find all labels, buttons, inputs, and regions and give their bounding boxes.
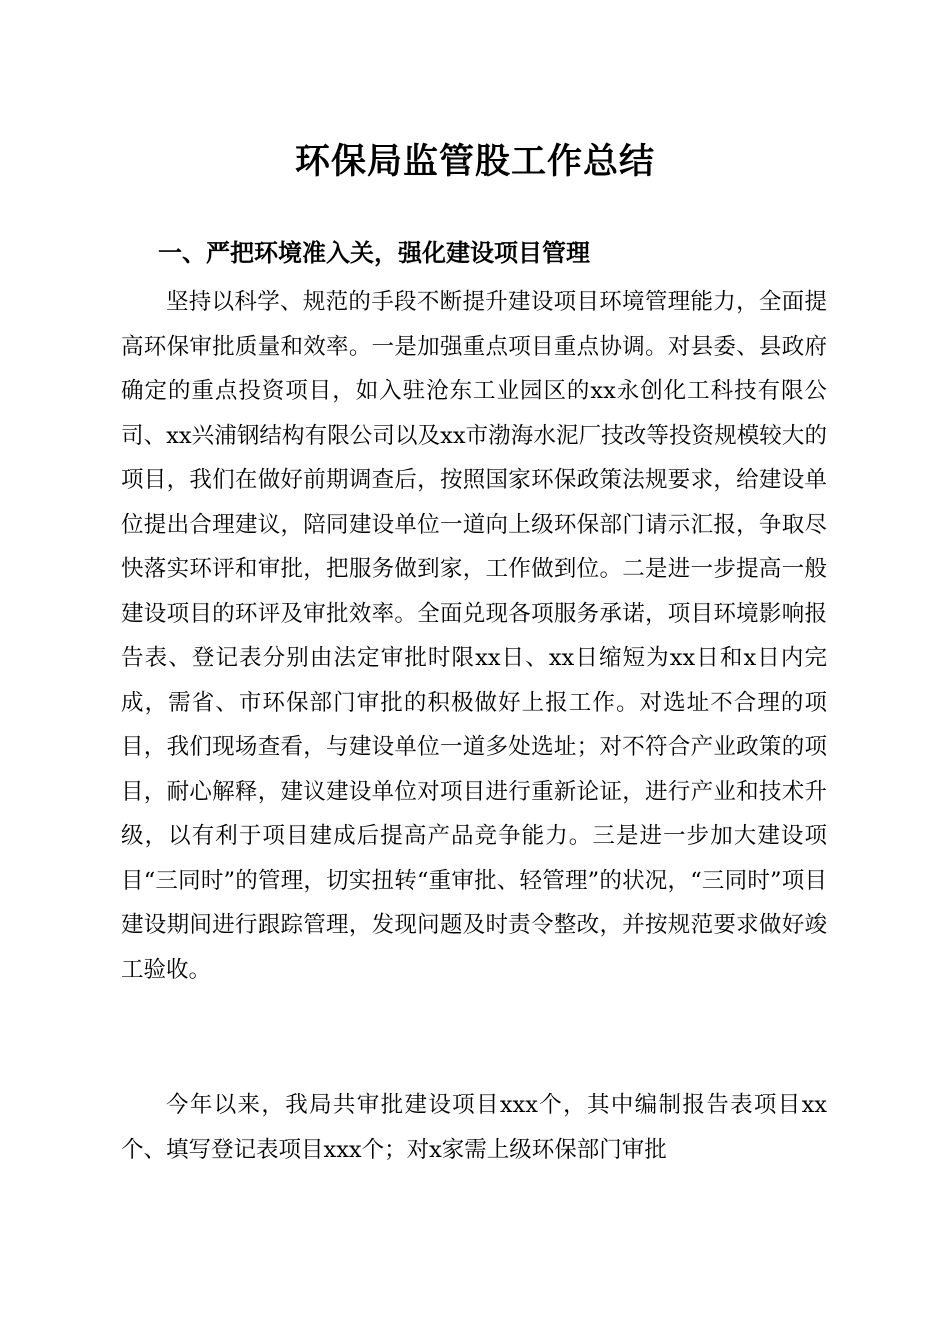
section-heading: 一、严把环境准入关，强化建设项目管理 xyxy=(158,239,590,267)
body-paragraph: 今年以来，我局共审批建设项目xxx个，其中编制报告表项目xx个、填写登记表项目xxx个；对x家需上级环保部门审批 xyxy=(121,1092,827,1163)
body-paragraph: 坚持以科学、规范的手段不断提升建设项目环境管理能力，全面提高环保审批质量和效率。一是加强重点项目重点协调。对县委、县政府确定的重点投资项目，如入驻沧东工业园区的xx永创化工科技有限公司、xx兴浦钢结构有限公司以及xx市渤海水泥厂技改等投资规模较大的项目，我们在做好前期调查后，按照国家环保政策法规要求，给建设单位提出合理建议，陪同建设单位一道向上级环保部门请示汇报，争取尽快落实环评和审批，把服务做到家，工作做到位。二是进一步提高一般建设项目的环评及审批效率。全面兑现各项服务承诺，项目环境影响报告表、登记表分别由法定审批时限xx日、xx日缩短为xx日和x日内完成，需省、市环保部门审批的积极做好上报工作。对选址不合理的项目，我们现场查看，与建设单位一道多处选址；对不符合产业政策的项目，耐心解释，建议建设单位对项目进行重新论证，进行产业和技术升级，以有利于项目建成后提高产品竞争能力。三是进一步加大建设项目“三同时”的管理，切实扭转“重审批、轻管理”的状况，“三同时”项目建设期间进行跟踪管理，发现问题及时责令整改，并按规范要求做好竣工验收。 xyxy=(121,289,827,983)
document-title: 环保局监管股工作总结 xyxy=(294,141,655,182)
